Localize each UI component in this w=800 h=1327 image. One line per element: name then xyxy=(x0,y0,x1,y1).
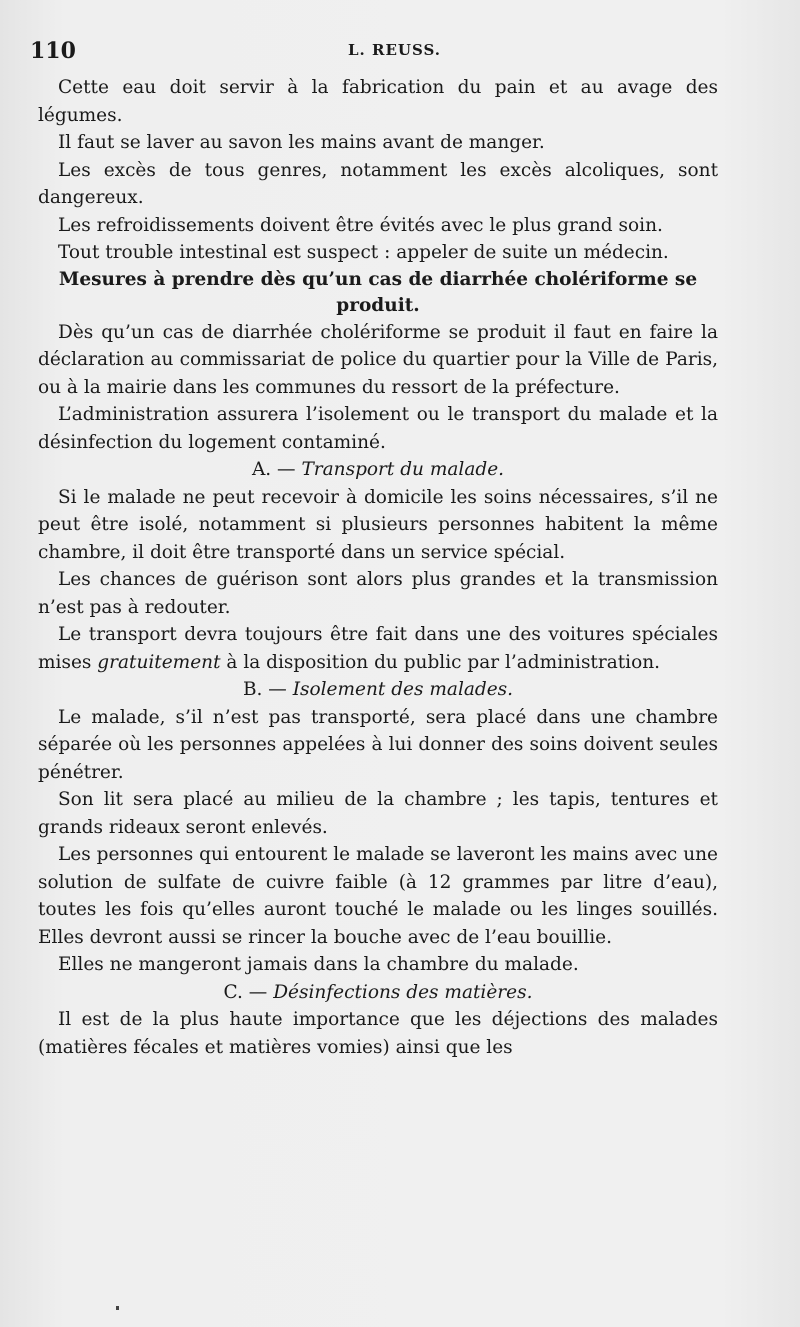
paragraph-6: Dès qu’un cas de diarrhée cholériforme se produit il faut en faire la déclaration au commissariat de police du quartier pour la Ville de Paris, ou à la mairie dans les communes du ressort de la préfecture. xyxy=(38,321,718,398)
page-number: 110 xyxy=(30,38,76,64)
paragraph-13: Les personnes qui entourent le malade se laveront les mains avec une solution de sulfate de cuivre faible (à 12 grammes par litre d’eau), toutes les fois qu’elles auront touché le malade ou les linges souillés. Elles devront aussi se rincer la bouche avec de l’eau bouillie. xyxy=(38,844,718,948)
subsection-c-letter: C. — xyxy=(223,981,268,1003)
paragraph-10-start: Le transport devra toujours être fait dans une des voitures spéciales mises xyxy=(38,624,718,673)
paragraph-8: Si le malade ne peut recevoir à domicile les soins nécessaires, s’il ne peut être isolé, notamment si plusieurs personnes habitent la même chambre, il doit être transporté dans un service spécial. xyxy=(38,486,718,563)
subsection-a-title: Transport du malade. xyxy=(301,459,505,480)
paragraph-7: L’administration assurera l’isolement ou le transport du malade et la désinfection du logement contaminé. xyxy=(38,404,718,453)
subsection-b-heading xyxy=(38,676,718,704)
page-body xyxy=(38,74,718,1061)
paragraph-12: Son lit sera placé au milieu de la chambre ; les tapis, tentures et grands rideaux seront enlevés. xyxy=(38,789,718,838)
running-head: L. REUSS. xyxy=(348,41,441,59)
paragraph-1: Cette eau doit servir à la fabrication du pain et au avage des légumes. xyxy=(38,77,718,126)
subsection-c-heading xyxy=(38,979,718,1007)
paragraph-9: Les chances de guérison sont alors plus grandes et la transmission n’est pas à redouter. xyxy=(38,569,718,618)
subsection-b-title: Isolement des malades. xyxy=(292,679,514,700)
paragraph-10-italic: gratuitement xyxy=(97,651,221,673)
paragraph-10-end: à la disposition du public par l’administration. xyxy=(226,651,661,673)
section-heading: Mesures à prendre dès qu’un cas de diarrhée cholériforme se produit. xyxy=(58,268,698,316)
subsection-a-letter: A. — xyxy=(251,459,296,480)
subsection-c-title: Désinfections des matières. xyxy=(273,981,533,1003)
paragraph-14: Elles ne mangeront jamais dans la chambre du malade. xyxy=(58,954,579,975)
subsection-a-heading xyxy=(38,456,718,484)
paragraph-4: Les refroidissements doivent être évités avec le plus grand soin. xyxy=(58,214,663,236)
paragraph-10 xyxy=(38,621,718,676)
paragraph-15: Il est de la plus haute importance que les déjections des malades (matières fécales et matières vomies) ainsi que les xyxy=(38,1009,718,1058)
print-speck xyxy=(116,1306,119,1310)
paragraph-3: Les excès de tous genres, notamment les excès alcoliques, sont dangereux. xyxy=(38,159,718,208)
paragraph-2: Il faut se laver au savon les mains avant de manger. xyxy=(58,132,545,153)
paragraph-5: Tout trouble intestinal est suspect : appeler de suite un médecin. xyxy=(58,242,669,263)
paragraph-11: Le malade, s’il n’est pas transporté, sera placé dans une chambre séparée où les personnes appelées à lui donner des soins doivent seules pénétrer. xyxy=(38,706,718,783)
subsection-b-letter: B. — xyxy=(242,679,287,700)
page-header xyxy=(30,38,770,68)
